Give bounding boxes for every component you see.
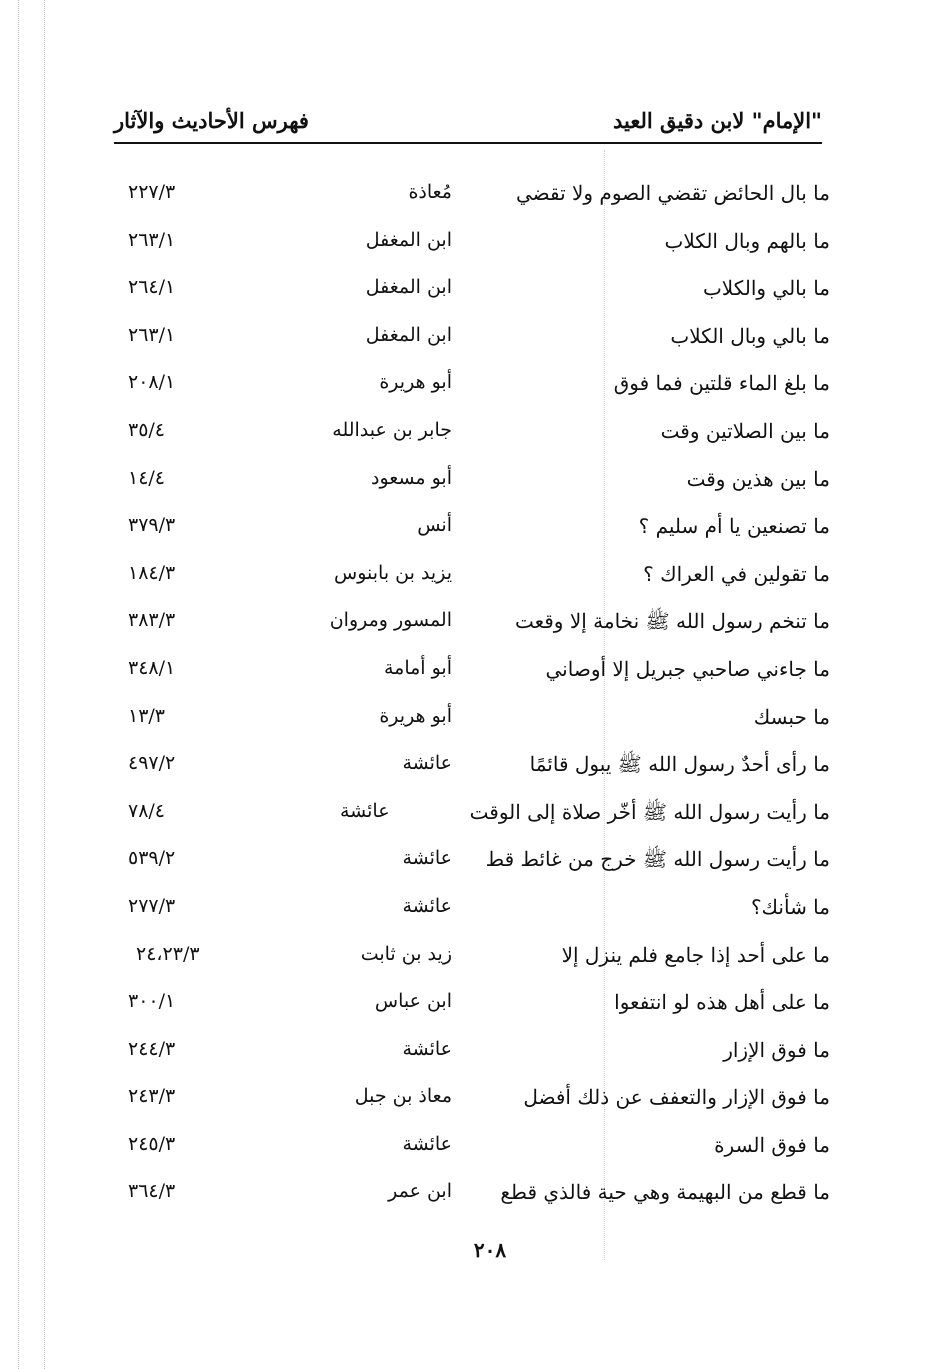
volume-page-ref: ٢٢٧/٣ (128, 181, 176, 203)
narrator: يزيد بن بابنوس (334, 561, 452, 584)
header-rule (114, 142, 822, 144)
narrator: ابن المغفل (365, 276, 452, 299)
volume-page-ref: ٣٧٩/٣ (128, 514, 176, 537)
hadith-text: ما بال الحائض تقضي الصوم ولا تقضي (515, 181, 830, 205)
running-header (114, 108, 822, 142)
volume-page-ref: ٢٦٣/١ (128, 228, 176, 251)
hadith-text: ما بين هذين وقت (686, 466, 830, 491)
volume-page-ref: ٥٣٩/٢ (128, 847, 176, 870)
index-entry (100, 839, 830, 887)
narrator: مُعاذة (408, 181, 452, 203)
index-entry (100, 411, 830, 459)
section-title: فهرس الأحاديث والآثار (114, 108, 309, 133)
hadith-text: ما جاءني صاحبي جبريل إلا أوصاني (545, 656, 830, 681)
index-entry (100, 935, 830, 983)
index-entry (100, 173, 830, 221)
volume-page-ref: ١٤/٤ (128, 466, 166, 489)
index-entry (100, 601, 830, 649)
narrator: زيد بن ثابت (360, 942, 452, 965)
volume-page-ref: ٢٤،٢٣/٣ (136, 942, 200, 965)
index-entry (100, 1125, 830, 1173)
volume-page-ref: ٢٤٤/٣ (128, 1037, 176, 1060)
hadith-text: ما تقولين في العراك ؟ (643, 561, 830, 586)
hadith-text: ما رأيت رسول الله ﷺ أخّر صلاة إلى الوقت (469, 799, 830, 824)
index-entry (100, 459, 830, 507)
index-entry (100, 316, 830, 364)
hadith-text: ما بالي وبال الكلاب (670, 323, 830, 348)
volume-page-ref: ٣٦٤/٣ (128, 1180, 176, 1203)
hadith-text: ما بين الصلاتين وقت (660, 418, 830, 443)
volume-page-ref: ١٨٤/٣ (128, 561, 176, 584)
volume-page-ref: ٤٩٧/٢ (128, 752, 176, 775)
narrator: المسور ومروان (329, 609, 452, 632)
index-entry (100, 1030, 830, 1078)
narrator: معاذ بن جبل (354, 1085, 452, 1108)
hadith-text: ما فوق الإزار والتعفف عن ذلك أفضل (523, 1085, 830, 1110)
volume-page-ref: ٢٤٣/٣ (128, 1085, 176, 1108)
index-entry (100, 649, 830, 697)
narrator: عائشة (402, 1132, 452, 1155)
volume-page-ref: ١٣/٣ (128, 704, 166, 727)
index-entry (100, 221, 830, 269)
hadith-text: ما بالي والكلاب (702, 276, 830, 301)
volume-page-ref: ٢٦٣/١ (128, 323, 176, 346)
index-entry (100, 363, 830, 411)
hadith-text: ما فوق السرة (714, 1132, 830, 1157)
scan-edge-line (18, 0, 19, 1369)
index-entry (100, 744, 830, 792)
index-entry (100, 506, 830, 554)
index-entry (100, 1172, 830, 1220)
narrator: ابن المغفل (365, 323, 452, 346)
page-number: ٢٠٨ (473, 1238, 507, 1262)
hadith-text: ما بالهم وبال الكلاب (664, 228, 830, 253)
narrator: عائشة (402, 894, 452, 917)
index-entry (100, 268, 830, 316)
hadith-index-list (100, 173, 830, 1220)
index-entry (100, 792, 830, 840)
narrator: أبو هريرة (379, 371, 452, 394)
volume-page-ref: ٣٨٣/٣ (128, 609, 176, 632)
narrator: ابن عمر (388, 1180, 452, 1203)
narrator: عائشة (402, 847, 452, 870)
scan-edge-line (44, 0, 45, 1369)
narrator: أبو أمامة (383, 656, 452, 679)
narrator: أبو هريرة (379, 704, 452, 727)
volume-page-ref: ٢٦٤/١ (128, 276, 176, 299)
book-title: "الإمام" لابن دقيق العيد (612, 108, 822, 133)
index-entry (100, 1077, 830, 1125)
index-entry (100, 554, 830, 602)
volume-page-ref: ٢٧٧/٣ (128, 894, 176, 917)
narrator: أبو مسعود (371, 466, 452, 489)
index-entry (100, 887, 830, 935)
hadith-text: ما بلغ الماء قلتين فما فوق (613, 371, 830, 396)
hadith-text: ما قطع من البهيمة وهي حية فالذي قطع (500, 1180, 830, 1205)
narrator: أنس (417, 514, 452, 537)
hadith-text: ما على أهل هذه لو انتفعوا (614, 990, 830, 1015)
volume-page-ref: ٣٥/٤ (128, 418, 166, 441)
narrator: ابن المغفل (365, 228, 452, 251)
hadith-text: ما رأيت رسول الله ﷺ خرج من غائط قط (485, 847, 830, 872)
volume-page-ref: ٣٤٨/١ (128, 656, 176, 679)
narrator: عائشة (340, 799, 390, 822)
narrator: جابر بن عبدالله (332, 418, 452, 441)
hadith-text: ما تنخم رسول الله ﷺ نخامة إلا وقعت (514, 609, 830, 634)
volume-page-ref: ٢٠٨/١ (128, 371, 176, 394)
volume-page-ref: ٣٠٠/١ (128, 990, 176, 1013)
hadith-text: ما على أحد إذا جامع فلم ينزل إلا (561, 942, 830, 967)
hadith-text: ما فوق الإزار (723, 1037, 830, 1062)
hadith-text: ما رأى أحدٌ رسول الله ﷺ يبول قائمًا (529, 752, 830, 777)
index-entry (100, 697, 830, 745)
index-entry (100, 982, 830, 1030)
hadith-text: ما شأنك؟ (750, 894, 830, 919)
narrator: عائشة (402, 752, 452, 775)
volume-page-ref: ٧٨/٤ (128, 799, 166, 822)
hadith-text: ما حبسك (753, 704, 830, 729)
narrator: ابن عباس (374, 990, 452, 1013)
hadith-text: ما تصنعين يا أم سليم ؟ (638, 514, 830, 539)
volume-page-ref: ٢٤٥/٣ (128, 1132, 176, 1155)
narrator: عائشة (402, 1037, 452, 1060)
